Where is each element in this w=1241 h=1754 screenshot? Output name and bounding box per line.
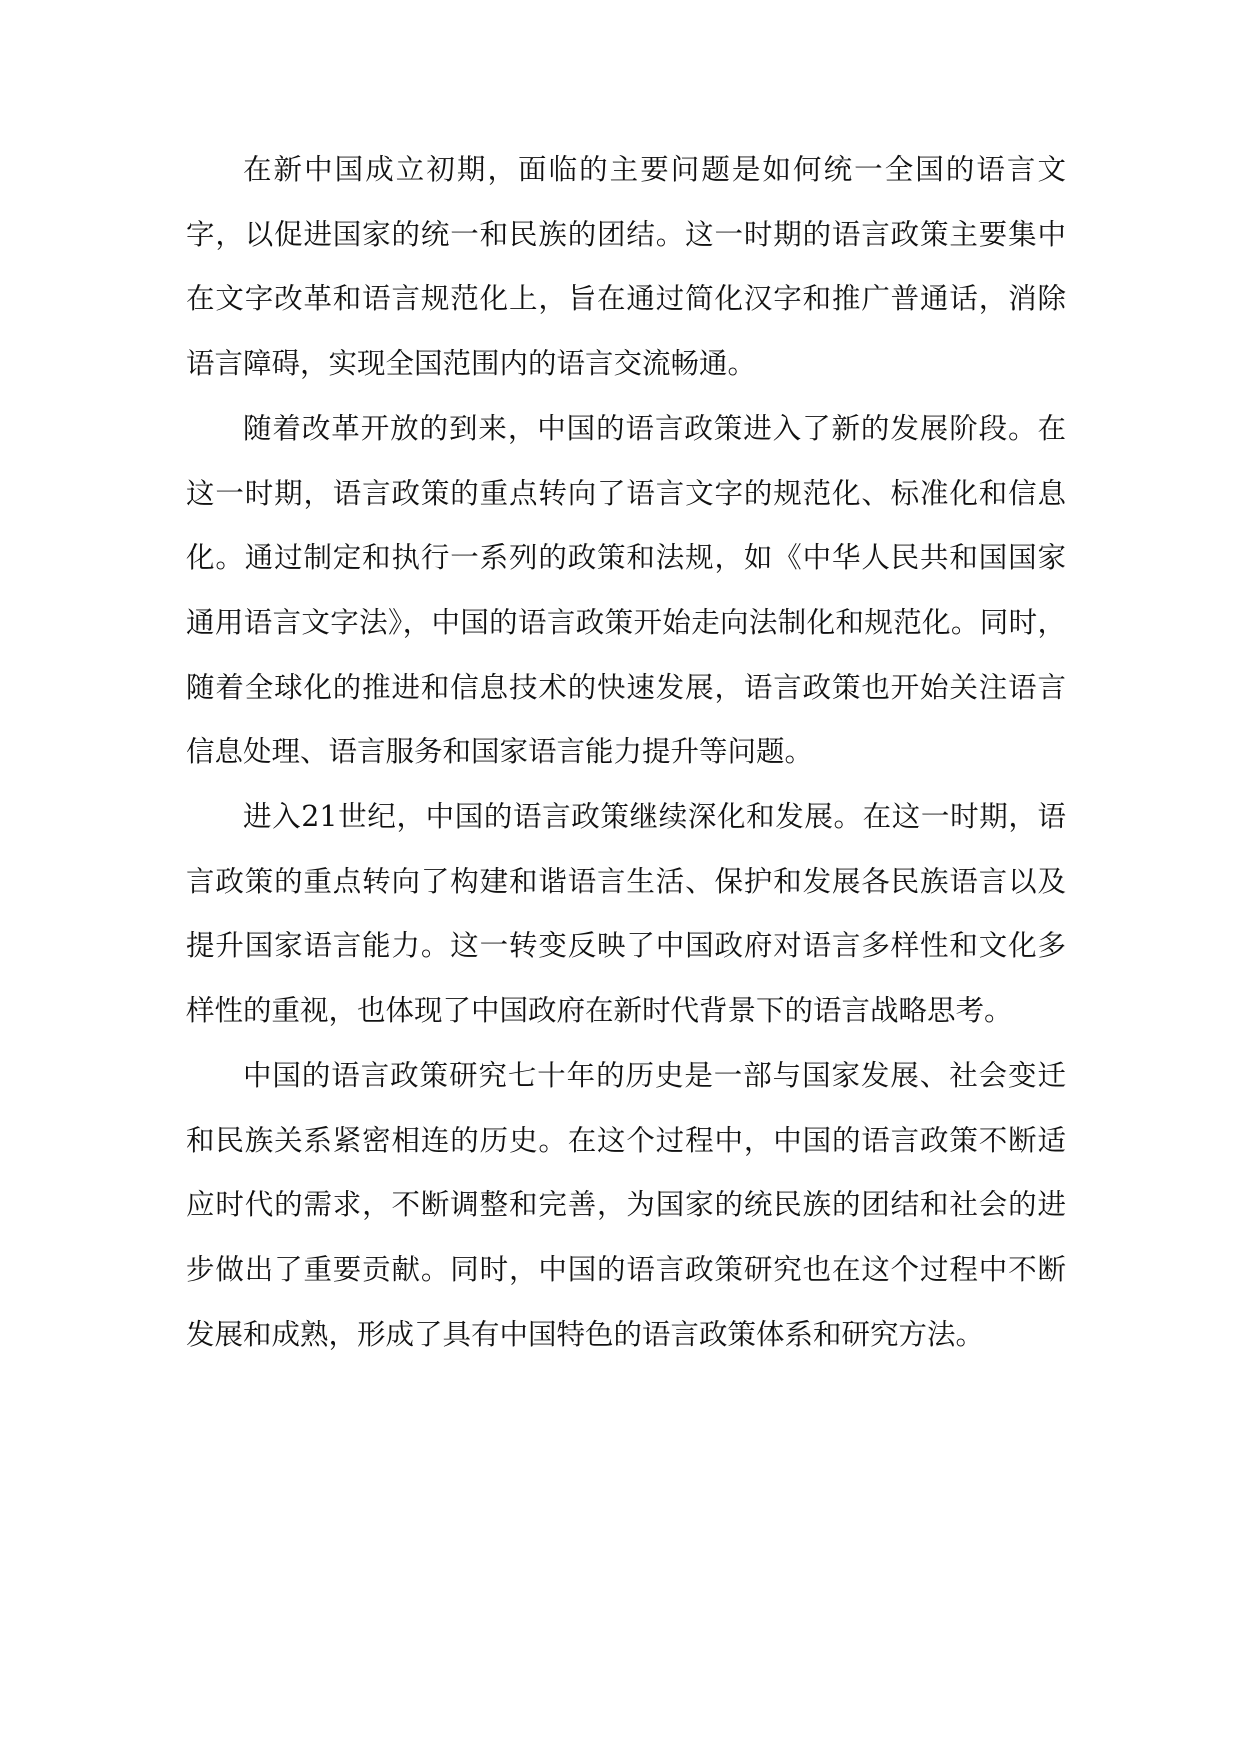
paragraph-21st-century: 进入21世纪，中国的语言政策继续深化和发展。在这一时期，语言政策的重点转向了构建和谐语言生活、保护和发展各民族语言以及提升国家语言能力。这一转变反映了中国政府对语言多样性和文化多样性的重视，也体现了中国政府在新时代背景下的语言战略思考。: [186, 800, 1066, 1028]
body-text: [186, 138, 1066, 1367]
paragraph-summary: 中国的语言政策研究七十年的历史是一部与国家发展、社会变迁和民族关系紧密相连的历史。在这个过程中，中国的语言政策不断适应时代的需求，不断调整和完善，为国家的统民族的团结和社会的进步做出了重要贡献。同时，中国的语言政策研究也在这个过程中不断发展和成熟，形成了具有中国特色的语言政策体系和研究方法。: [186, 1058, 1066, 1351]
paragraph-reform-period: 随着改革开放的到来，中国的语言政策进入了新的发展阶段。在这一时期，语言政策的重点转向了语言文字的规范化、标准化和信息化。通过制定和执行一系列的政策和法规，如《中华人民共和国国家通用语言文字法》，中国的语言政策开始走向法制化和规范化。同时，随着全球化的推进和信息技术的快速发展，语言政策也开始关注语言信息处理、语言服务和国家语言能力提升等问题。: [186, 411, 1066, 769]
paragraph-early-period: 在新中国成立初期，面临的主要问题是如何统一全国的语言文字，以促进国家的统一和民族的团结。这一时期的语言政策主要集中在文字改革和语言规范化上，旨在通过简化汉字和推广普通话，消除语言障碍，实现全国范围内的语言交流畅通。: [186, 153, 1066, 381]
